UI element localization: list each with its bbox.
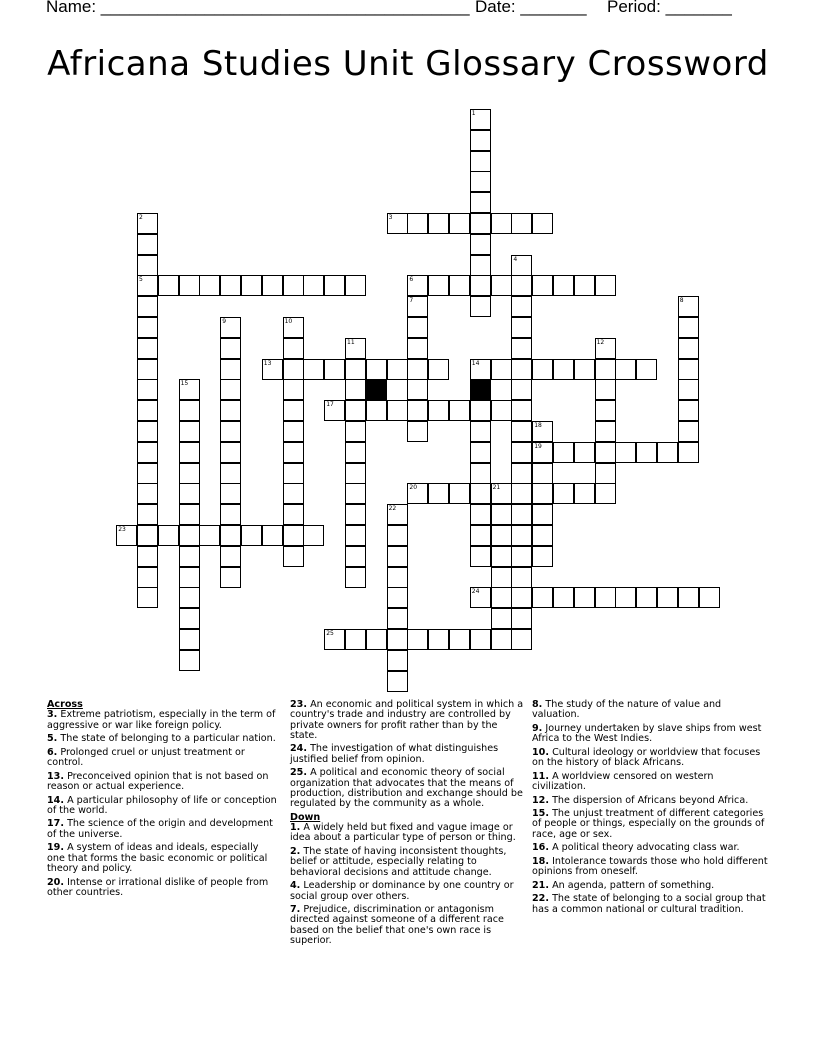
clue-number-23: 23 — [118, 526, 126, 533]
grid-cell[interactable] — [137, 504, 158, 525]
clue-number-5: 5 — [139, 276, 143, 284]
grid-cell[interactable] — [220, 504, 241, 525]
grid-cell[interactable] — [511, 629, 532, 650]
grid-cell[interactable] — [137, 442, 158, 463]
clue-number-2: 2 — [139, 214, 143, 221]
grid-cell[interactable] — [511, 546, 532, 567]
grid-cell[interactable] — [283, 338, 304, 359]
grid-cell[interactable] — [262, 275, 283, 296]
grid-cell[interactable] — [470, 400, 491, 421]
grid-cell[interactable] — [366, 359, 387, 380]
grid-cell[interactable] — [241, 275, 262, 296]
grid-cell[interactable] — [532, 587, 553, 608]
grid-cell[interactable] — [137, 255, 158, 276]
grid-cell[interactable] — [324, 275, 345, 296]
grid-cell[interactable] — [532, 525, 553, 546]
grid-cell[interactable] — [491, 359, 512, 380]
clue-number-10: 10 — [284, 318, 293, 325]
clue-down-9: 9. Journey undertaken by slave ships from west Africa to the West Indies. — [532, 722, 762, 745]
period-field-label[interactable]: Period: _______ — [607, 0, 732, 16]
grid-cell[interactable] — [595, 359, 616, 380]
grid-cell[interactable] — [491, 608, 512, 629]
grid-cell[interactable] — [553, 359, 574, 380]
grid-cell[interactable] — [428, 629, 449, 650]
grid-cell[interactable] — [283, 275, 304, 296]
clues-column-1 — [47, 700, 279, 901]
grid-cell[interactable] — [387, 587, 408, 608]
grid-cell[interactable] — [428, 400, 449, 421]
grid-cell[interactable] — [470, 525, 491, 546]
grid-cell[interactable] — [137, 483, 158, 504]
grid-cell[interactable] — [324, 359, 345, 380]
grid-cell[interactable] — [470, 171, 491, 192]
clue-down-2: 2. The state of having inconsistent thoughts, belief or attitude, especially relating to behavioral decisions and attitude change. — [290, 846, 507, 878]
grid-cell[interactable] — [678, 421, 699, 442]
grid-cell[interactable] — [220, 421, 241, 442]
clue-number-19: 19 — [534, 442, 542, 450]
grid-cell[interactable] — [345, 359, 366, 380]
date-field-label[interactable]: Date: _______ — [475, 0, 587, 16]
grid-cell[interactable] — [470, 629, 491, 650]
grid-cell[interactable] — [511, 400, 532, 421]
grid-cell[interactable] — [366, 629, 387, 650]
grid-cell[interactable] — [470, 275, 491, 296]
grid-cell[interactable] — [220, 567, 241, 588]
clue-across-17: 17. The science of the origin and development of the universe. — [47, 818, 273, 840]
grid-cell[interactable] — [470, 504, 491, 525]
grid-cell[interactable] — [179, 400, 200, 421]
grid-cell[interactable] — [511, 504, 532, 525]
grid-cell[interactable] — [283, 463, 304, 484]
grid-cell[interactable] — [220, 338, 241, 359]
grid-cell[interactable] — [491, 275, 512, 296]
clue-across-19: 19. A system of ideas and ideals, especially one that forms the basic economic or political theory and policy. — [47, 842, 268, 874]
grid-cell[interactable] — [470, 421, 491, 442]
grid-cell[interactable] — [179, 629, 200, 650]
grid-cell[interactable] — [491, 587, 512, 608]
grid-cell[interactable] — [511, 359, 532, 380]
grid-cell[interactable] — [387, 567, 408, 588]
clue-down-8: 8. The study of the nature of value and valuation. — [532, 699, 722, 721]
grid-cell[interactable] — [137, 379, 158, 400]
clue-down-12: 12. The dispersion of Africans beyond Africa. — [532, 794, 749, 806]
grid-cell[interactable] — [470, 130, 491, 151]
grid-cell[interactable] — [387, 400, 408, 421]
grid-cell[interactable] — [137, 359, 158, 380]
clue-number-4: 4 — [513, 255, 518, 263]
grid-cell[interactable] — [615, 587, 636, 608]
grid-cell[interactable] — [678, 400, 699, 421]
grid-cell[interactable] — [407, 379, 428, 400]
grid-cell[interactable] — [387, 359, 408, 380]
grid-cell[interactable] — [511, 338, 532, 359]
across-heading: Across — [47, 699, 83, 710]
grid-cell[interactable] — [428, 359, 449, 380]
grid-cell[interactable] — [345, 421, 366, 442]
grid-cell[interactable] — [470, 255, 491, 276]
grid-cell[interactable] — [449, 483, 470, 504]
grid-cell[interactable] — [345, 525, 366, 546]
grid-cell[interactable] — [283, 525, 304, 546]
grid-cell[interactable] — [511, 608, 532, 629]
grid-cell[interactable] — [345, 504, 366, 525]
clue-number-15: 15 — [180, 380, 189, 388]
clue-across-23: 23. An economic and political system in which a country's trade and industry are controlled by private owners for profit rather than by the state. — [290, 699, 524, 741]
grid-cell[interactable] — [137, 421, 158, 442]
grid-cell[interactable] — [511, 421, 532, 442]
clue-down-15: 15. The unjust treatment of different categories of people or things, especially on the grounds of race, age or sex. — [532, 808, 765, 840]
clue-across-14: 14. A particular philosophy of life or conception of the world. — [47, 794, 277, 816]
grid-cell[interactable] — [345, 400, 366, 421]
grid-cell[interactable] — [283, 546, 304, 567]
grid-cell[interactable] — [241, 525, 262, 546]
black-cell — [366, 379, 387, 400]
grid-cell[interactable] — [303, 275, 324, 296]
grid-cell[interactable] — [137, 567, 158, 588]
grid-cell[interactable] — [220, 275, 241, 296]
grid-cell[interactable] — [615, 442, 636, 463]
clue-down-22: 22. The state of belonging to a social group that has a common national or cultural tradition. — [532, 893, 766, 915]
grid-cell[interactable] — [595, 587, 616, 608]
grid-cell[interactable] — [220, 359, 241, 380]
grid-cell[interactable] — [678, 442, 699, 463]
grid-cell[interactable] — [595, 463, 616, 484]
clue-number-18: 18 — [534, 422, 542, 429]
clue-down-18: 18. Intolerance towards those who hold different opinions from oneself. — [532, 855, 768, 878]
grid-cell[interactable] — [220, 400, 241, 421]
grid-cell[interactable] — [345, 275, 366, 296]
grid-cell[interactable] — [595, 483, 616, 504]
clue-across-20: 20. Intense or irrational dislike of people from other countries. — [47, 876, 269, 898]
grid-cell[interactable] — [595, 275, 616, 296]
grid-cell[interactable] — [137, 587, 158, 608]
grid-cell[interactable] — [449, 275, 470, 296]
clue-across-13: 13. Preconceived opinion that is not based on reason or actual experience. — [47, 770, 269, 792]
grid-cell[interactable] — [387, 629, 408, 650]
grid-cell[interactable] — [595, 379, 616, 400]
grid-cell[interactable] — [179, 567, 200, 588]
grid-cell[interactable] — [345, 463, 366, 484]
clue-number-22: 22 — [388, 505, 397, 513]
grid-cell[interactable] — [137, 338, 158, 359]
clue-down-4: 4. Leadership or dominance by one country or social group over others. — [290, 880, 514, 902]
grid-cell[interactable] — [407, 629, 428, 650]
grid-cell[interactable] — [678, 338, 699, 359]
grid-cell[interactable] — [137, 463, 158, 484]
clue-down-11: 11. A worldview censored on western civilization. — [532, 770, 714, 792]
grid-cell[interactable] — [179, 421, 200, 442]
grid-cell[interactable] — [532, 359, 553, 380]
grid-cell[interactable] — [137, 546, 158, 567]
grid-cell[interactable] — [636, 359, 657, 380]
grid-cell[interactable] — [179, 546, 200, 567]
grid-cell[interactable] — [303, 359, 324, 380]
grid-cell[interactable] — [179, 587, 200, 608]
grid-cell[interactable] — [553, 483, 574, 504]
grid-cell[interactable] — [303, 525, 324, 546]
grid-cell[interactable] — [179, 442, 200, 463]
grid-cell[interactable] — [283, 483, 304, 504]
grid-cell[interactable] — [137, 234, 158, 255]
clues-column-2 — [290, 700, 525, 950]
clue-number-1: 1 — [471, 110, 476, 117]
grid-cell[interactable] — [532, 463, 553, 484]
grid-cell[interactable] — [574, 442, 595, 463]
grid-cell[interactable] — [678, 359, 699, 380]
grid-cell[interactable] — [470, 213, 491, 234]
grid-cell[interactable] — [532, 275, 553, 296]
grid-cell[interactable] — [179, 525, 200, 546]
grid-cell[interactable] — [511, 275, 532, 296]
grid-cell[interactable] — [179, 463, 200, 484]
grid-cell[interactable] — [428, 275, 449, 296]
grid-cell[interactable] — [262, 525, 283, 546]
grid-cell[interactable] — [636, 442, 657, 463]
grid-cell[interactable] — [699, 587, 720, 608]
grid-cell[interactable] — [470, 234, 491, 255]
grid-cell[interactable] — [470, 463, 491, 484]
clue-number-21: 21 — [492, 484, 501, 492]
grid-cell[interactable] — [220, 379, 241, 400]
clue-number-20: 20 — [409, 484, 418, 492]
clue-number-24: 24 — [471, 588, 480, 596]
clue-number-9: 9 — [222, 318, 227, 325]
grid-cell[interactable] — [407, 359, 428, 380]
clue-number-16: 16 — [471, 380, 480, 388]
clue-number-3: 3 — [388, 214, 393, 221]
grid-cell[interactable] — [470, 192, 491, 213]
clue-number-11: 11 — [347, 338, 355, 346]
grid-cell[interactable] — [553, 275, 574, 296]
grid-cell[interactable] — [511, 213, 532, 234]
grid-cell[interactable] — [532, 504, 553, 525]
grid-cell[interactable] — [387, 650, 408, 671]
down-heading: Down — [290, 811, 321, 823]
grid-cell[interactable] — [553, 587, 574, 608]
grid-cell[interactable] — [407, 317, 428, 338]
grid-cell[interactable] — [595, 442, 616, 463]
clue-down-1: 1. A widely held but fixed and vague image or idea about a particular type of person or thing. — [290, 822, 516, 844]
grid-cell[interactable] — [407, 400, 428, 421]
clue-across-24: 24. The investigation of what distinguishes justified belief from opinion. — [290, 743, 499, 765]
grid-cell[interactable] — [428, 483, 449, 504]
grid-cell[interactable] — [595, 421, 616, 442]
grid-cell[interactable] — [345, 483, 366, 504]
grid-cell[interactable] — [137, 317, 158, 338]
grid-cell[interactable] — [449, 629, 470, 650]
clue-number-6: 6 — [409, 276, 414, 284]
grid-cell[interactable] — [470, 151, 491, 172]
grid-cell[interactable] — [511, 483, 532, 504]
grid-cell[interactable] — [678, 587, 699, 608]
grid-cell[interactable] — [387, 608, 408, 629]
grid-cell[interactable] — [387, 671, 408, 692]
grid-cell[interactable] — [532, 546, 553, 567]
clue-down-16: 16. A political theory advocating class war. — [532, 842, 740, 854]
grid-cell[interactable] — [220, 463, 241, 484]
grid-cell[interactable] — [470, 483, 491, 504]
grid-cell[interactable] — [636, 587, 657, 608]
clue-number-17: 17 — [326, 401, 334, 409]
clues-column-3 — [532, 700, 768, 918]
grid-cell[interactable] — [511, 463, 532, 484]
grid-cell[interactable] — [199, 275, 220, 296]
grid-cell[interactable] — [407, 421, 428, 442]
clue-number-7: 7 — [409, 297, 414, 305]
grid-cell[interactable] — [387, 546, 408, 567]
grid-cell[interactable] — [574, 483, 595, 504]
clue-across-6: 6. Prolonged cruel or unjust treatment or control. — [47, 746, 245, 769]
grid-cell[interactable] — [449, 213, 470, 234]
grid-cell[interactable] — [511, 567, 532, 588]
grid-cell[interactable] — [615, 359, 636, 380]
grid-cell[interactable] — [283, 421, 304, 442]
grid-cell[interactable] — [511, 317, 532, 338]
grid-cell[interactable] — [179, 608, 200, 629]
grid-cell[interactable] — [179, 275, 200, 296]
clue-down-21: 21. An agenda, pattern of something. — [532, 879, 715, 891]
grid-cell[interactable] — [366, 400, 387, 421]
grid-cell[interactable] — [532, 483, 553, 504]
grid-cell[interactable] — [428, 213, 449, 234]
clue-down-10: 10. Cultural ideology or worldview that focuses on the history of black Africans. — [532, 746, 761, 769]
grid-cell[interactable] — [158, 525, 179, 546]
clue-across-3: 3. Extreme patriotism, especially in the term of aggressive or war like foreign policy. — [47, 709, 276, 731]
grid-cell[interactable] — [345, 442, 366, 463]
clue-number-14: 14 — [471, 359, 480, 367]
grid-cell[interactable] — [574, 275, 595, 296]
grid-cell[interactable] — [678, 317, 699, 338]
grid-cell[interactable] — [657, 587, 678, 608]
grid-cell[interactable] — [470, 546, 491, 567]
grid-cell[interactable] — [345, 379, 366, 400]
grid-cell[interactable] — [220, 525, 241, 546]
grid-cell[interactable] — [491, 629, 512, 650]
grid-cell[interactable] — [491, 546, 512, 567]
clue-across-5: 5. The state of belonging to a particular nation. — [47, 733, 276, 745]
grid-cell[interactable] — [511, 587, 532, 608]
grid-cell[interactable] — [470, 296, 491, 317]
grid-cell[interactable] — [574, 587, 595, 608]
grid-cell[interactable] — [491, 567, 512, 588]
grid-cell[interactable] — [491, 213, 512, 234]
grid-cell[interactable] — [511, 379, 532, 400]
grid-cell[interactable] — [179, 483, 200, 504]
grid-cell[interactable] — [283, 400, 304, 421]
page-title: Africana Studies Unit Glossary Crossword — [47, 44, 769, 84]
grid-cell[interactable] — [137, 296, 158, 317]
grid-cell[interactable] — [220, 483, 241, 504]
clue-number-12: 12 — [596, 338, 605, 346]
grid-cell[interactable] — [491, 400, 512, 421]
grid-cell[interactable] — [283, 504, 304, 525]
grid-cell[interactable] — [491, 504, 512, 525]
grid-cell[interactable] — [657, 442, 678, 463]
grid-cell[interactable] — [491, 525, 512, 546]
grid-cell[interactable] — [511, 296, 532, 317]
grid-cell[interactable] — [220, 442, 241, 463]
grid-cell[interactable] — [137, 525, 158, 546]
grid-cell[interactable] — [407, 338, 428, 359]
clue-number-25: 25 — [326, 630, 334, 637]
grid-cell[interactable] — [345, 567, 366, 588]
grid-cell[interactable] — [179, 650, 200, 671]
clue-across-25: 25. A political and economic theory of social organization that advocates that the means of production, distribution and exchange should be regulated by the community as a whole. — [290, 767, 523, 810]
grid-cell[interactable] — [220, 546, 241, 567]
name-field-label[interactable]: Name: _______________________________________ — [46, 0, 470, 16]
grid-cell[interactable] — [283, 359, 304, 380]
grid-cell[interactable] — [137, 400, 158, 421]
grid-cell[interactable] — [158, 275, 179, 296]
grid-cell[interactable] — [283, 379, 304, 400]
grid-cell[interactable] — [179, 504, 200, 525]
grid-cell[interactable] — [553, 442, 574, 463]
grid-cell[interactable] — [407, 213, 428, 234]
grid-cell[interactable] — [678, 379, 699, 400]
grid-cell[interactable] — [511, 442, 532, 463]
grid-cell[interactable] — [283, 442, 304, 463]
grid-cell[interactable] — [449, 400, 470, 421]
grid-cell[interactable] — [199, 525, 220, 546]
grid-cell[interactable] — [345, 546, 366, 567]
grid-cell[interactable] — [511, 525, 532, 546]
grid-cell[interactable] — [595, 400, 616, 421]
grid-cell[interactable] — [387, 525, 408, 546]
clue-number-13: 13 — [263, 359, 272, 367]
clue-number-8: 8 — [679, 297, 684, 305]
grid-cell[interactable] — [470, 442, 491, 463]
grid-cell[interactable] — [574, 359, 595, 380]
grid-cell[interactable] — [345, 629, 366, 650]
grid-cell[interactable] — [532, 213, 553, 234]
clue-down-7: 7. Prejudice, discrimination or antagonism directed against someone of a different race based on the belief that one's own race is superior. — [290, 904, 504, 947]
